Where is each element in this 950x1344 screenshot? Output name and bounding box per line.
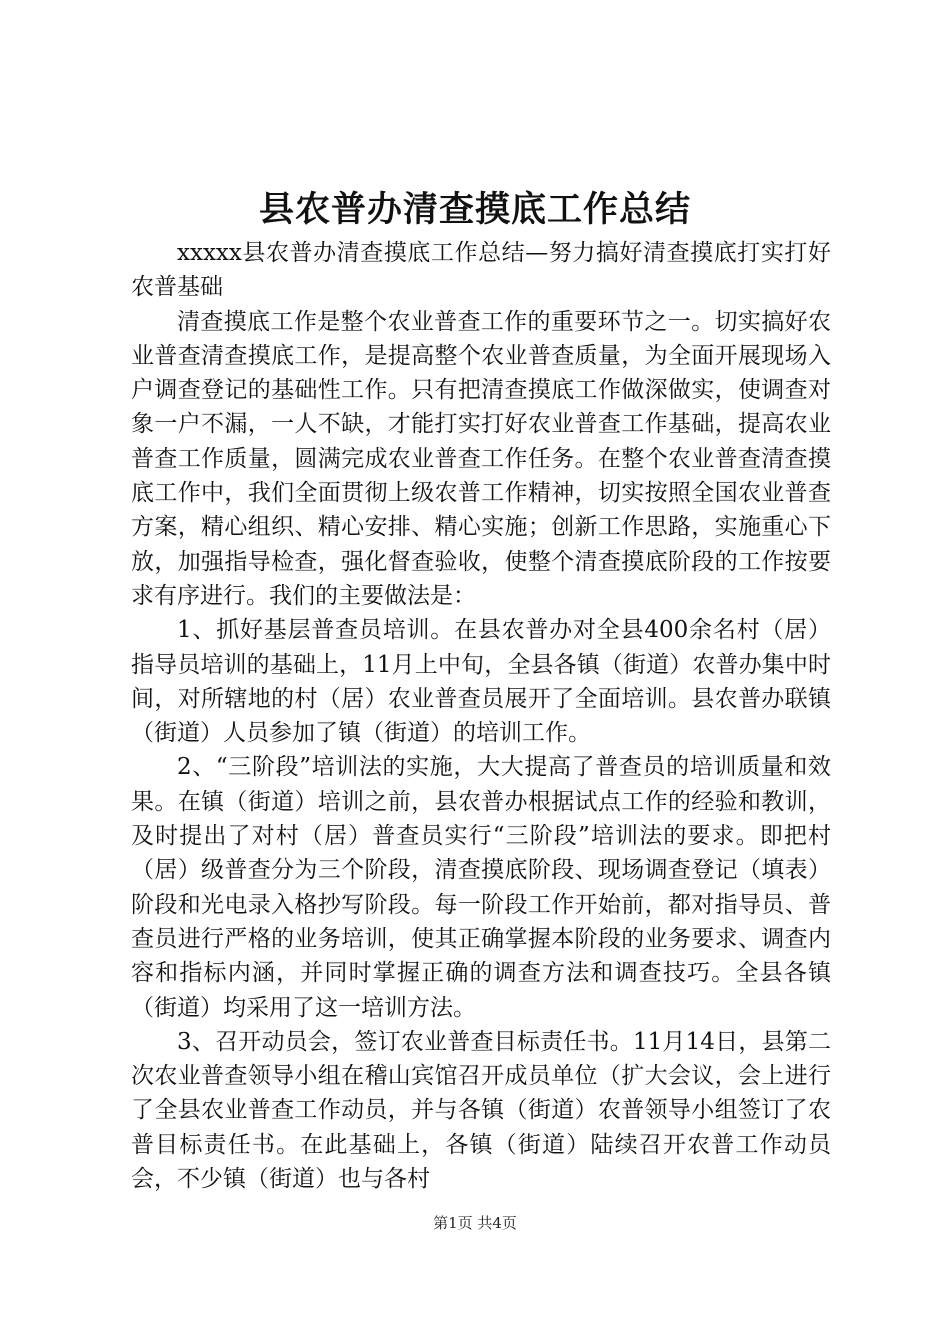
subtitle-paragraph: xxxxx县农普办清查摸底工作总结—努力搞好清查摸底打实打好农普基础 [131,240,831,301]
item-1-paragraph: 1、抓好基层普查员培训。在县农普办对全县400余名村（居）指导员培训的基础上，11月上中旬，全县各镇（街道）农普办集中时间，对所辖地的村（居）农业普查员展开了全面培训。县农普办联镇（街道）人员参加了镇（街道）的培训工作。 [131,617,831,747]
item-3-paragraph: 3、召开动员会，签订农业普查目标责任书。11月14日，县第二次农业普查领导小组在稽山宾馆召开成员单位（扩大会议，会上进行了全县农业普查工作动员，并与各镇（街道）农普领导小组签订了农普目标责任书。在此基础上，各镇（街道）陆续召开农普工作动员会，不少镇（街道）也与各村 [131,1028,831,1193]
document-body [131,236,831,1196]
item-2-paragraph: 2、“三阶段”培训法的实施，大大提高了普查员的培训质量和效果。在镇（街道）培训之前，县农普办根据试点工作的经验和教训，及时提出了对村（居）普查员实行“三阶段”培训法的要求。即把村（居）级普查分为三个阶段，清查摸底阶段、现场调查登记（填表）阶段和光电录入格抄写阶段。每一阶段工作开始前，都对指导员、普查员进行严格的业务培训，使其正确掌握本阶段的业务要求、调查内容和指标内涵，并同时掌握正确的调查方法和调查技巧。全县各镇（街道）均采用了这一培训方法。 [131,754,831,1021]
page-footer: 第1页 共4页 [433,1214,517,1232]
intro-paragraph: 清查摸底工作是整个农业普查工作的重要环节之一。切实搞好农业普查清查摸底工作，是提高整个农业普查质量，为全面开展现场入户调查登记的基础性工作。只有把清查摸底工作做深做实，使调查对象一户不漏，一人不缺，才能打实打好农业普查工作基础，提高农业普查工作质量，圆满完成农业普查工作任务。在整个农业普查清查摸底工作中，我们全面贯彻上级农普工作精神，切实按照全国农业普查方案，精心组织、精心安排、精心实施；创新工作思路，实施重心下放，加强指导检查，强化督查验收，使整个清查摸底阶段的工作按要求有序进行。我们的主要做法是： [131,308,831,609]
document-title: 县农普办清查摸底工作总结 [258,189,691,230]
